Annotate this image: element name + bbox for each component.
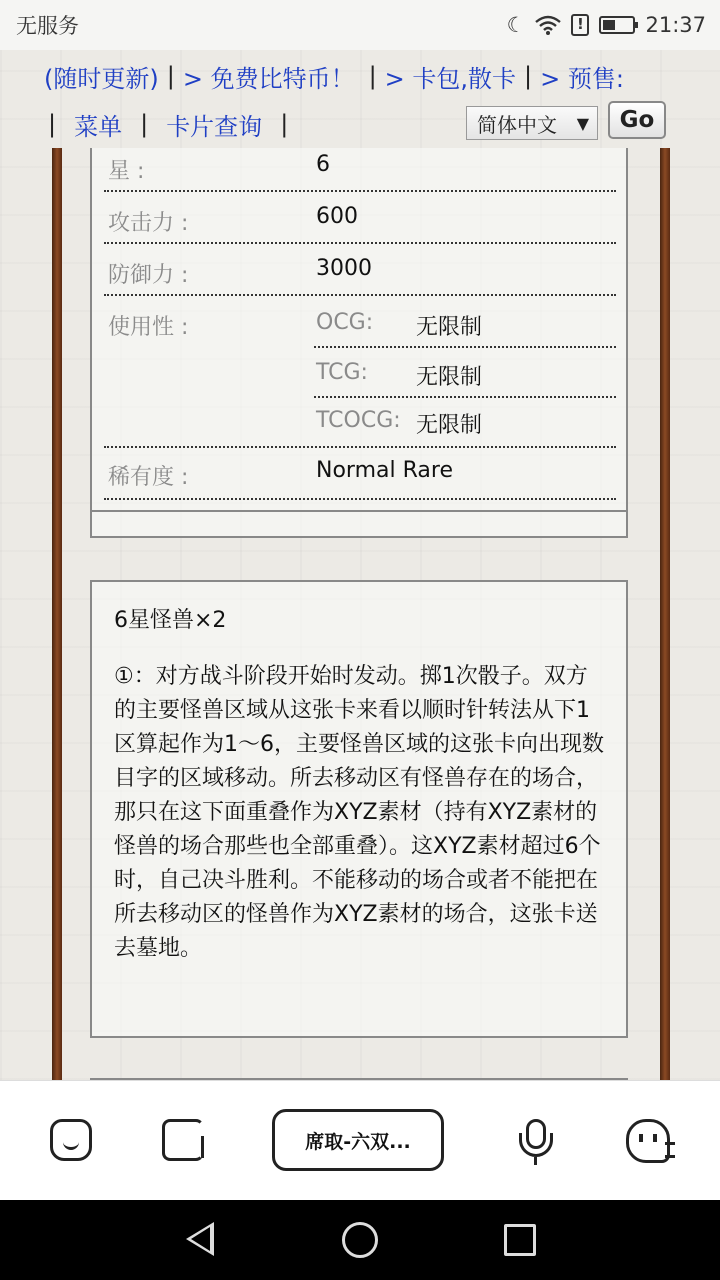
nav-separator: |	[48, 110, 57, 138]
carrier-text: 无服务	[16, 14, 79, 38]
stat-row-def	[104, 244, 616, 296]
home-icon[interactable]	[50, 1119, 92, 1161]
nav-separator: |	[524, 62, 533, 90]
stat-value: Normal Rare	[316, 458, 453, 483]
stat-row-rarity	[104, 448, 616, 500]
stat-row-atk	[104, 192, 616, 244]
web-page[interactable]	[0, 50, 720, 1080]
stat-row-star	[104, 148, 616, 192]
secondary-nav	[48, 104, 288, 144]
usage-row-tcocg	[314, 398, 616, 448]
nav-separator: |	[280, 110, 289, 138]
stat-label: 使用性 :	[108, 315, 189, 340]
nav-separator: |	[368, 62, 377, 90]
effect-text: ①：对方战斗阶段开始时发动。掷1次骰子。双方的主要怪兽区域从这张卡来看以顺时针转法从下1区算起作为1～6，主要怪兽区域的这张卡向出现数目字的区域移动。所去移动区有怪兽存在的场合，那只在这下面重叠作为XYZ素材（持有XYZ素材的怪兽的场合那些也全部重叠）。这XYZ素材超过6个时，自己决斗胜利。不能移动的场合或者不能把在所去移动区的怪兽作为XYZ素材的场合，这张卡送去墓地。	[114, 664, 604, 961]
language-select-value: 简体中文	[477, 112, 557, 137]
usage-label: OCG:	[316, 310, 374, 335]
nav-link-packs[interactable]: > 卡包,散卡	[384, 64, 517, 93]
usage-value: 无限制	[416, 413, 483, 438]
usage-row-ocg	[314, 296, 616, 348]
microphone-icon[interactable]	[516, 1119, 556, 1167]
back-icon[interactable]	[186, 1222, 214, 1256]
nav-link-presale[interactable]: > 预售:	[540, 64, 624, 93]
stat-label: 稀有度 :	[108, 465, 189, 490]
left-decorative-pole	[52, 148, 62, 1080]
stat-value: 3000	[316, 256, 372, 281]
usage-label: TCOCG:	[316, 408, 401, 433]
stat-value: 6	[316, 152, 330, 177]
stat-value: 600	[316, 204, 358, 229]
nav-link-free-bitcoin[interactable]: > 免费比特币！	[182, 64, 355, 93]
stat-row-usage	[104, 296, 616, 448]
home-circle-icon[interactable]	[342, 1222, 378, 1258]
nav-link-updates[interactable]: (随时更新)	[44, 64, 159, 93]
nav-separator: |	[166, 62, 175, 90]
browser-toolbar	[0, 1080, 720, 1200]
clock: 21:37	[645, 13, 706, 37]
assistant-icon[interactable]	[626, 1119, 670, 1163]
system-nav-bar	[0, 1200, 720, 1280]
stats-divider	[90, 510, 628, 538]
usage-value: 无限制	[416, 315, 483, 340]
usage-row-tcg	[314, 348, 616, 398]
top-nav-links	[44, 54, 624, 98]
stat-label: 攻击力 :	[108, 211, 189, 236]
page-title-button[interactable]: 席取-六双...	[272, 1109, 444, 1171]
card-effect-box	[90, 580, 628, 1038]
usage-label: TCG:	[316, 360, 368, 385]
usage-value: 无限制	[416, 365, 483, 390]
language-select[interactable]	[466, 106, 598, 140]
recent-apps-icon[interactable]	[504, 1224, 536, 1256]
stat-label: 防御力 :	[108, 263, 189, 288]
card-stats-table	[90, 148, 628, 538]
alert-icon: !	[571, 14, 589, 36]
dropdown-arrow-icon: ▼	[576, 113, 589, 133]
nav-link-card-search[interactable]: 卡片查询	[166, 112, 263, 141]
go-button[interactable]: Go	[608, 101, 666, 139]
moon-icon: ☾	[506, 13, 526, 37]
stat-label: 星 :	[108, 159, 145, 184]
wifi-icon	[535, 15, 561, 35]
effect-materials: 6星怪兽×2	[114, 608, 227, 633]
nav-separator: |	[140, 110, 149, 138]
nav-link-menu[interactable]: 菜单	[74, 112, 123, 141]
status-bar	[0, 0, 720, 50]
right-decorative-pole	[660, 148, 670, 1080]
tabs-icon[interactable]	[162, 1119, 204, 1161]
status-icons	[507, 13, 706, 37]
battery-icon	[599, 16, 635, 34]
